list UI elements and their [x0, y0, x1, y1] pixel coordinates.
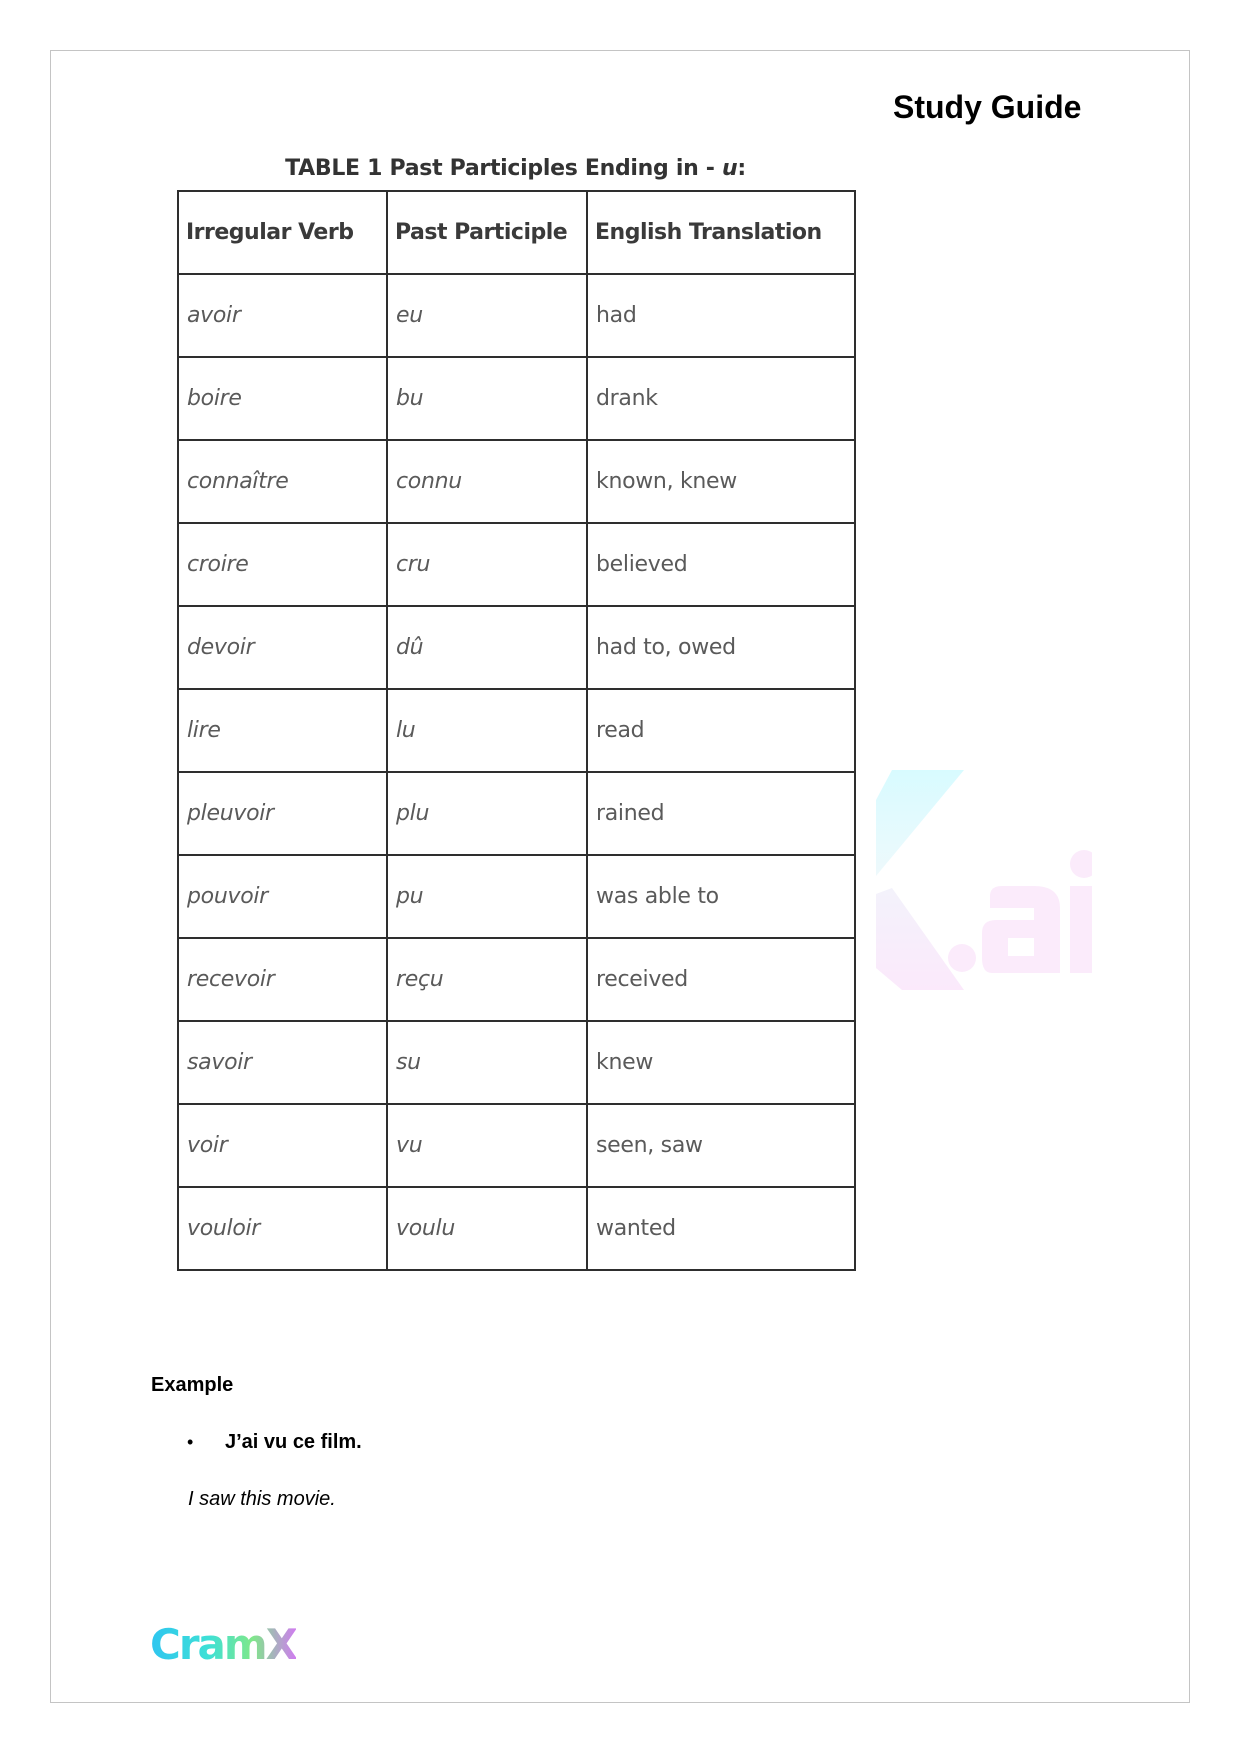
- example-heading: Example: [151, 1374, 234, 1396]
- participle-cell: su: [387, 1021, 587, 1104]
- table-row: [178, 772, 855, 855]
- table-row: [178, 523, 855, 606]
- participle-cell: dû: [387, 606, 587, 689]
- verb-cell: pouvoir: [178, 855, 387, 938]
- translation-cell: known, knew: [587, 440, 855, 523]
- verb-cell: lire: [178, 689, 387, 772]
- participle-cell: pu: [387, 855, 587, 938]
- table-caption-suffix: :: [737, 156, 746, 181]
- page-title: Study Guide: [893, 89, 1082, 125]
- verb-cell: vouloir: [178, 1187, 387, 1270]
- table-header-row: [178, 191, 855, 274]
- translation-cell: seen, saw: [587, 1104, 855, 1187]
- verb-cell: boire: [178, 357, 387, 440]
- table-row: [178, 1104, 855, 1187]
- translation-cell: had to, owed: [587, 606, 855, 689]
- column-header-english-translation: English Translation: [587, 191, 855, 274]
- participle-cell: vu: [387, 1104, 587, 1187]
- column-header-past-participle: Past Participle: [387, 191, 587, 274]
- verb-cell: avoir: [178, 274, 387, 357]
- participle-cell: plu: [387, 772, 587, 855]
- participle-cell: reçu: [387, 938, 587, 1021]
- participle-cell: voulu: [387, 1187, 587, 1270]
- translation-cell: was able to: [587, 855, 855, 938]
- table-caption-text: TABLE 1 Past Participles Ending in -: [285, 156, 722, 181]
- table-row: [178, 855, 855, 938]
- translation-cell: had: [587, 274, 855, 357]
- table-caption-italic: u: [721, 156, 738, 181]
- translation-cell: read: [587, 689, 855, 772]
- translation-cell: drank: [587, 357, 855, 440]
- column-header-irregular-verb: Irregular Verb: [178, 191, 387, 274]
- participle-cell: eu: [387, 274, 587, 357]
- verb-cell: savoir: [178, 1021, 387, 1104]
- participle-cell: lu: [387, 689, 587, 772]
- table-row: [178, 689, 855, 772]
- cramx-logo: CramX: [150, 1620, 297, 1669]
- table-row: [178, 274, 855, 357]
- translation-cell: knew: [587, 1021, 855, 1104]
- example-sentence: J’ai vu ce film.: [225, 1431, 362, 1453]
- verb-cell: croire: [178, 523, 387, 606]
- table-row: [178, 938, 855, 1021]
- verb-cell: connaître: [178, 440, 387, 523]
- participle-cell: cru: [387, 523, 587, 606]
- translation-cell: received: [587, 938, 855, 1021]
- participle-cell: connu: [387, 440, 587, 523]
- verb-cell: voir: [178, 1104, 387, 1187]
- verb-cell: pleuvoir: [178, 772, 387, 855]
- translation-cell: rained: [587, 772, 855, 855]
- example-translation: I saw this movie.: [188, 1488, 336, 1510]
- past-participles-table: [177, 190, 856, 1271]
- translation-cell: believed: [587, 523, 855, 606]
- table-row: [178, 1187, 855, 1270]
- verb-cell: recevoir: [178, 938, 387, 1021]
- bullet-icon: •: [187, 1432, 194, 1452]
- table-row: [178, 440, 855, 523]
- translation-cell: wanted: [587, 1187, 855, 1270]
- participle-cell: bu: [387, 357, 587, 440]
- example-bullet-item: [187, 1431, 362, 1454]
- verb-cell: devoir: [178, 606, 387, 689]
- table-row: [178, 1021, 855, 1104]
- table-caption: [177, 156, 854, 181]
- table-row: [178, 357, 855, 440]
- table-row: [178, 606, 855, 689]
